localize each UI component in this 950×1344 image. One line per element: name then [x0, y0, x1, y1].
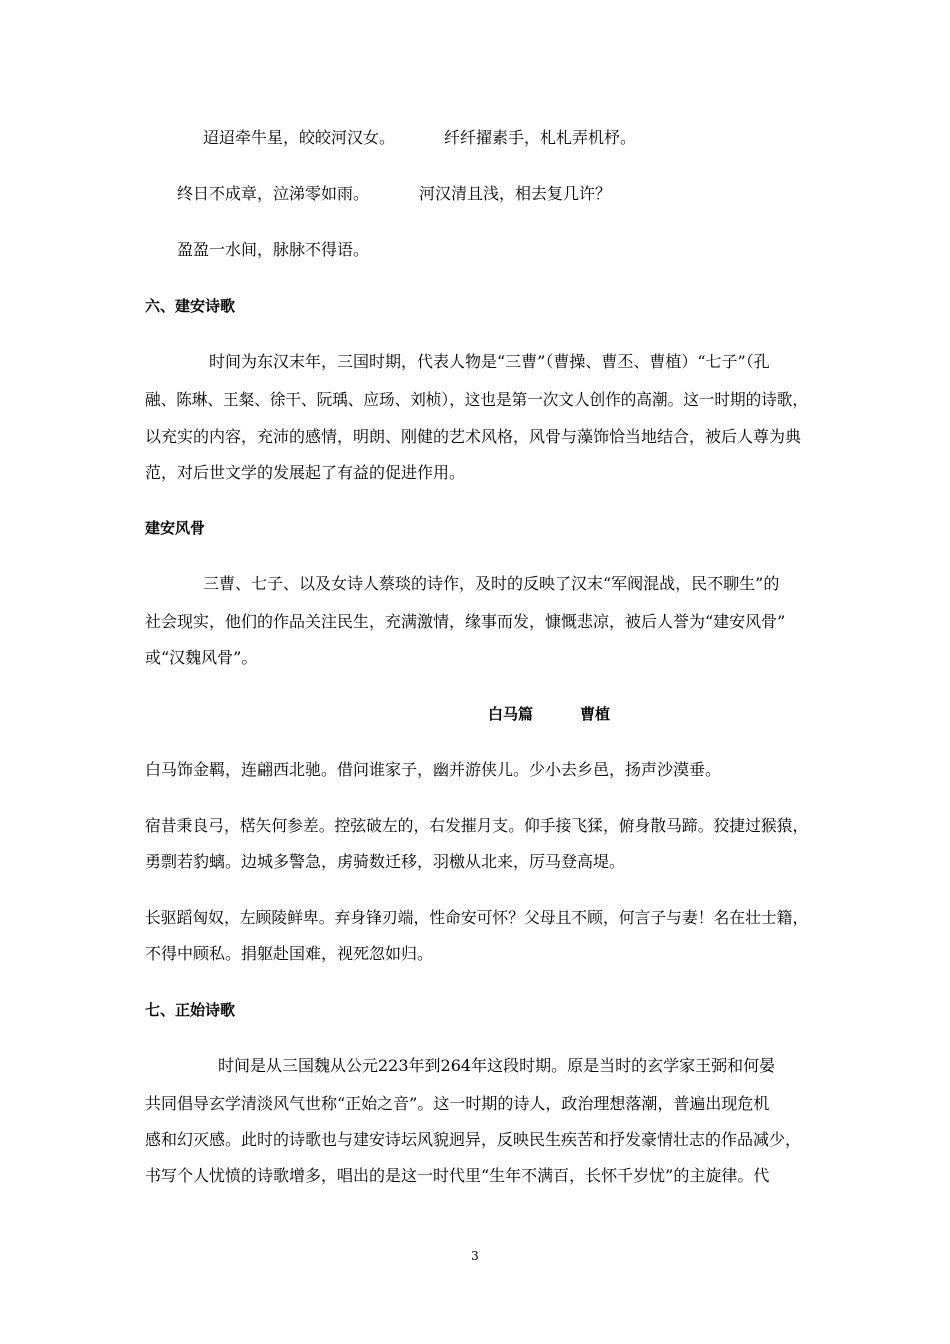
- paragraph-line: 范，对后世文学的发展起了有益的促进作用。: [145, 463, 466, 482]
- poem-line: 不得中顾私。捐躯赴国难，视死忽如归。: [145, 944, 434, 963]
- page-number: 3: [471, 1249, 479, 1263]
- paragraph-line: 三曹、七子、以及女诗人蔡琰的诗作，及时的反映了汉末“军阀混战，民不聊生”的: [203, 574, 780, 593]
- section-heading: 六、建安诗歌: [145, 297, 236, 315]
- subsection-heading: 建安风骨: [145, 519, 206, 537]
- paragraph-line: 感和幻灭感。此时的诗歌也与建安诗坛风貌迥异，反映民生疾苦和抒发豪情壮志的作品减少，: [145, 1130, 802, 1149]
- section-heading: 七、正始诗歌: [145, 1001, 236, 1019]
- poem-line: 终日不成章，泣涕零如雨。: [177, 184, 370, 203]
- paragraph-line: 时间是从三国魏从公元223年到264年这段时期。原是当时的玄学家王弼和何晏: [218, 1056, 776, 1075]
- paragraph-line: 共同倡导玄学清淡风气世称“正始之音”。这一时期的诗人，政治理想落潮，普遍出现危机: [145, 1094, 770, 1113]
- paragraph-line: 社会现实，他们的作品关注民生，充满激情，缘事而发，慷慨悲凉，被后人誉为“建安风骨”: [145, 612, 786, 631]
- poem-line: 宿昔秉良弓，楛矢何参差。控弦破左的，右发摧月支。仰手接飞猱，俯身散马蹄。狡捷过猴猿，: [145, 816, 809, 835]
- poem-line: 迢迢牵牛星，皎皎河汉女。: [203, 128, 396, 147]
- poem-line: 河汉清且浅，相去复几许？: [419, 184, 612, 203]
- poem-author: 曹植: [580, 705, 611, 723]
- poem-line: 长驱蹈匈奴，左顾陵鲜卑。弃身锋刃端，性命安可怀？父母且不顾，何言子与妻！名在壮士籍，: [145, 908, 809, 927]
- paragraph-line: 时间为东汉末年，三国时期，代表人物是“三曹”（曹操、曹丕、曹植）“七子”（孔: [209, 352, 770, 371]
- paragraph-line: 或“汉魏风骨”。: [145, 648, 258, 667]
- poem-line: 白马饰金羁，连翩西北驰。借问谁家子，幽并游侠儿。少小去乡邑，扬声沙漠垂。: [145, 760, 722, 779]
- paragraph-line: 融、陈琳、王粲、徐干、阮瑀、应玚、刘桢），这也是第一次文人创作的高潮。这一时期的诗歌，: [145, 390, 809, 409]
- paragraph-line: 书写个人忧愤的诗歌增多，唱出的是这一时代里“生年不满百，长怀千岁忧”的主旋律。代: [145, 1166, 770, 1185]
- poem-line: 勇剽若豹螭。边城多警急，虏骑数迁移，羽檄从北来，厉马登高堤。: [145, 852, 626, 871]
- poem-title: 白马篇: [488, 705, 534, 723]
- poem-line: 纤纤擢素手，札札弄机杼。: [444, 128, 637, 147]
- paragraph-line: 以充实的内容，充沛的感情，明朗、刚健的艺术风格，风骨与藻饰恰当地结合，被后人尊为典: [145, 427, 802, 446]
- poem-line: 盈盈一水间，脉脉不得语。: [177, 240, 370, 259]
